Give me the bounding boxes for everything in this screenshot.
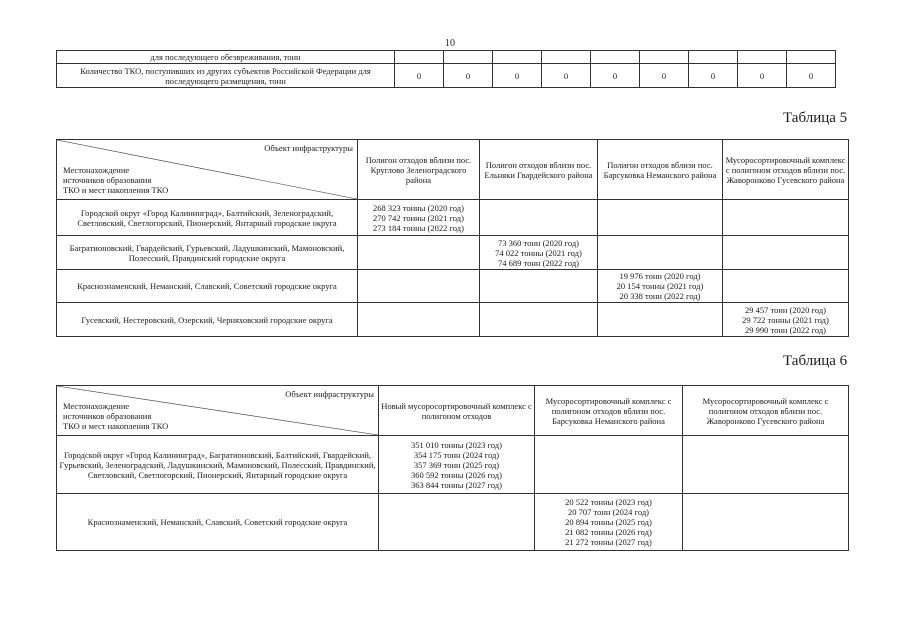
page-number: 10 [445,38,455,49]
value-cell [683,494,849,551]
value-cell [379,436,535,494]
tonnage-value: 29 990 тонн (2022 год) [745,324,826,335]
value-cell [395,51,444,64]
value-cell [598,270,723,303]
corner-bottom-line: источников образования [63,175,152,185]
value-cell [598,236,723,270]
row-label: Количество ТКО, поступивших из других субъектов Российской Федерации для последующего размещения, тонн [57,64,395,88]
tonnage-value: 354 175 тонн (2024 год) [413,449,500,460]
table-row [57,436,849,494]
value-cell [358,303,480,337]
value-cell [379,494,535,551]
corner-top-label: Объект инфраструктуры [285,389,374,399]
corner-bottom-line: источников образования [63,411,152,421]
table-row [57,64,836,88]
tonnage-value: 20 154 тонны (2021 год) [616,281,704,291]
column-header: Мусоросортировочный комплекс с полигоном отходов вблизи пос. Жаворонково Гусевского района [683,386,849,436]
row-label: Городской округ «Город Калининград», Балтийский, Зеленоградский, Светловский, Светлогорский, Пионерский, Янтарный городские округа [57,200,358,236]
table6-caption: Таблица 6 [783,353,848,369]
tonnage-value: 268 323 тонны (2020 год) [373,202,464,213]
tonnage-value: 20 707 тонн (2024 год) [568,507,649,517]
tonnage-value: 20 338 тонн (2022 год) [619,291,701,301]
tonnage-value: 21 082 тонны (2026 год) [565,527,652,537]
row-label: Гусевский, Нестеровский, Озерский, Черняховский городские округа [57,303,358,337]
value-cell: 0 [640,64,689,88]
tonnage-value: 19 976 тонн (2020 год) [619,271,701,281]
tonnage-value: 73 360 тонн (2020 год) [498,237,579,248]
tonnage-value: 74 022 тонны (2021 год) [495,247,582,258]
column-header: Полигон отходов вблизи пос. Круглово Зеленоградского района [358,140,480,200]
value-cell [480,270,598,303]
table6 [56,385,849,551]
corner-bottom-line: ТКО и мест накопления ТКО [63,421,169,431]
tonnage-value: 363 844 тонны (2027 год) [411,479,502,490]
value-cell [535,436,683,494]
tonnage-value: 20 894 тонны (2025 год) [565,517,652,527]
table-row [57,200,849,236]
value-cell [444,51,493,64]
table-row [57,303,849,337]
corner-bottom-line: Местонахождение [63,165,130,175]
value-cell [787,51,836,64]
value-cell: 0 [395,64,444,88]
tonnage-value: 270 742 тонны (2021 год) [373,212,464,223]
tonnage-value: 29 722 тонны (2021 год) [742,314,829,325]
tonnage-value: 360 592 тонны (2026 год) [411,469,502,480]
table5-caption: Таблица 5 [783,110,848,126]
column-header: Полигон отходов вблизи пос. Барсуковка Неманского района [598,140,723,200]
value-cell [723,270,849,303]
value-cell [598,200,723,236]
row-label: Краснознаменский, Неманский, Славский, Советский городские округа [57,494,379,551]
value-cell: 0 [689,64,738,88]
table5-corner-header [57,140,358,200]
tonnage-value: 74 689 тонн (2022 год) [498,257,579,268]
value-cell: 0 [787,64,836,88]
value-cell [535,494,683,551]
top-table [56,50,836,88]
tonnage-value: 29 457 тонн (2020 год) [745,304,826,315]
row-label: Краснознаменский, Неманский, Славский, Советский городские округа [57,270,358,303]
column-header: Полигон отходов вблизи пос. Ельняки Гвардейского района [480,140,598,200]
row-label: Городской округ «Город Калининград», Багратионовский, Балтийский, Гвардейский, Гурьевский, Зеленоградский, Ладушкинский, Мамоновский, Полесский, Правдинский, Светловский, Светлогорский, Пионерский, Янтарный городские округа [57,436,379,494]
value-cell: 0 [444,64,493,88]
corner-top-label: Объект инфраструктуры [264,143,353,153]
value-cell: 0 [493,64,542,88]
value-cell [723,303,849,337]
tonnage-value: 21 272 тонны (2027 год) [565,537,652,547]
value-cell [683,436,849,494]
column-header: Мусоросортировочный комплекс с полигоном отходов вблизи пос. Барсуковка Неманского района [535,386,683,436]
value-cell [689,51,738,64]
column-header: Новый мусоросортировочный комплекс с полигоном отходов [379,386,535,436]
column-header: Мусоросортировочный комплекс с полигоном отходов вблизи пос. Жаворонково Гусевского района [723,140,849,200]
tonnage-value: 357 369 тонн (2025 год) [413,459,500,470]
value-cell [358,270,480,303]
value-cell: 0 [738,64,787,88]
corner-bottom-line: ТКО и мест накопления ТКО [63,185,169,195]
value-cell [493,51,542,64]
value-cell [640,51,689,64]
value-cell [480,200,598,236]
tonnage-value: 351 010 тонны (2023 год) [411,439,502,450]
value-cell [480,303,598,337]
table-row [57,236,849,270]
table-row [57,494,849,551]
table-row [57,51,836,64]
value-cell: 0 [542,64,591,88]
value-cell [358,236,480,270]
row-label: для последующего обезвреживания, тонн [57,51,395,64]
value-cell [591,51,640,64]
value-cell: 0 [591,64,640,88]
value-cell [723,200,849,236]
table6-corner-header [57,386,379,436]
table-row [57,270,849,303]
value-cell [480,236,598,270]
value-cell [358,200,480,236]
row-label: Багратионовский, Гвардейский, Гурьевский, Ладушкинский, Мамоновский, Полесский, Правдинский городские округа [57,236,358,270]
tonnage-value: 20 522 тонны (2023 год) [565,497,652,507]
value-cell [598,303,723,337]
table5 [56,139,849,337]
value-cell [738,51,787,64]
value-cell [542,51,591,64]
value-cell [723,236,849,270]
tonnage-value: 273 184 тонны (2022 год) [373,222,464,233]
corner-bottom-line: Местонахождение [63,401,130,411]
